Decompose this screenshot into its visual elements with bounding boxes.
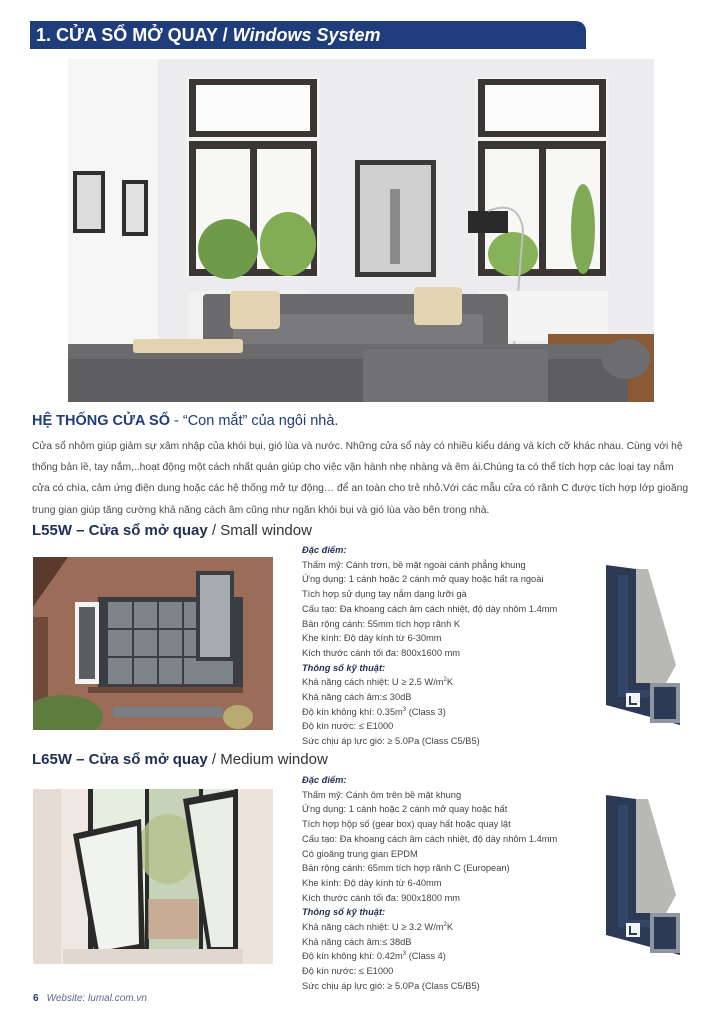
feature-item: Tích hợp hộp số (gear box) quay hất hoặc quay lật (302, 819, 511, 830)
intro-paragraph: Cửa sổ nhôm giúp giảm sự xâm nhập của khói bụi, gió lùa và nước. Những cửa sổ này có nhiều kiểu dáng và kích cỡ khác nhau. Cùng với hệ thống bản lề, tay nắm,..hoạt động một cách nhất quán giúp cho việc vận hành nhẹ nhàng và êm ái.Chúng ta có thể tích hợp các loại tay nắm cửa có chìa, cảm ứng điện dung hoặc các hệ thống mở tự động… để an toàn cho trẻ nhỏ.Với các mẫu cửa có rãnh C được tích hợp lớp gioăng trung gian giúp tăng cường khả năng cách âm cũng như ngăn khói bụi và gió lùa vào bên trong nhà. (32, 441, 689, 516)
feature-item: Kích thước cánh tối đa: 800x1600 mm (302, 647, 461, 658)
feature-item: Thẩm mỹ: Cánh ôm trên bề mặt khung (302, 789, 462, 800)
feature-item: Khe kính: Độ dày kính từ 6-30mm (302, 633, 442, 644)
spec-item: Độ kín không khí: $0.35m^3$ (Class 3) (302, 706, 446, 717)
spec-item: Độ kín nước: ≤ E1000 (302, 966, 394, 977)
spec-item: Khả năng cách nhiệt: U ≥ 3.2 $W/m^2K$ (302, 921, 454, 933)
feature-item: Bản rộng cánh: 55mm tích hợp rãnh K (302, 618, 461, 629)
feature-item: Cấu tạo: Đa khoang cách âm cách nhiệt, độ dày nhôm 1.4mm (302, 833, 558, 844)
spec-item: Khả năng cách âm:≤ 30dB (302, 692, 412, 703)
feature-item: Bản rộng cánh: 65mm tích hợp rãnh C (European) (302, 863, 510, 874)
product-specs-l55w (302, 543, 592, 749)
feature-item: Ứng dụng: 1 cánh hoặc 2 cánh mở quay hoặc hất (302, 804, 508, 815)
product-subtitle: / Medium window (207, 751, 328, 768)
section-title-italic: Windows System (232, 25, 381, 45)
profile-section-l55w-icon (598, 565, 688, 725)
features-heading: Đặc điểm: (302, 545, 347, 555)
hero-image-living-room (68, 59, 654, 402)
specs-heading: Thông số kỹ thuật: (302, 662, 386, 673)
section-title (36, 25, 381, 46)
page-number: 6 (33, 993, 39, 1004)
intro-heading-bold: HỆ THỐNG CỬA SỔ (32, 413, 170, 429)
profile-section-l65w-icon (598, 795, 688, 955)
spec-item: Khả năng cách nhiệt: U ≥ 2.5 $W/m^2K$ (302, 677, 454, 688)
product-specs-l65w (302, 773, 592, 994)
feature-item: Có gioăng trung gian EPDM (302, 848, 418, 859)
product-title-l65w (32, 751, 328, 768)
feature-item: Ứng dụng: 1 cánh hoặc 2 cánh mở quay hoặc hất ra ngoài (302, 574, 544, 585)
spec-item: Khả năng cách âm:≤ 38dB (302, 936, 412, 947)
spec-item: Sức chịu áp lực gió: ≥ 5.0Pa (Class C5/B5) (302, 736, 480, 747)
spec-item: Sức chịu áp lực gió: ≥ 5.0Pa (Class C5/B5) (302, 980, 480, 991)
website-link[interactable]: Website: lumal.com.vn (46, 993, 147, 1004)
intro-heading (32, 413, 338, 429)
feature-item: Thẩm mỹ: Cánh trơn, bề mặt ngoài cánh phẳng khung (302, 559, 526, 570)
section-title-main: 1. CỬA SỔ MỞ QUAY / (36, 25, 233, 45)
product-title-l55w (32, 522, 312, 539)
page-footer (33, 993, 147, 1004)
feature-item: Tích hợp sử dụng tay nắm dạng lưỡi gà (302, 589, 467, 600)
feature-item: Khe kính: Độ dày kính từ 6-40mm (302, 877, 442, 888)
product-code-title: L55W – Cửa sổ mở quay (32, 522, 208, 539)
product-photo-l65w (33, 789, 273, 964)
spec-item: Độ kín nước: ≤ E1000 (302, 721, 394, 732)
specs-heading: Thông số kỹ thuật: (302, 907, 386, 918)
product-subtitle: / Small window (207, 522, 312, 539)
intro-heading-rest: - “Con mắt” của ngôi nhà. (169, 413, 339, 429)
product-photo-l55w (33, 557, 273, 730)
spec-item: Độ kín không khí: $0.42m^3$ (Class 4) (302, 951, 446, 962)
feature-item: Cấu tạo: Đa khoang cách âm cách nhiệt, độ dày nhôm 1.4mm (302, 603, 558, 614)
features-heading: Đặc điểm: (302, 775, 347, 785)
feature-item: Kích thước cánh tối đa: 900x1800 mm (302, 892, 461, 903)
product-code-title: L65W – Cửa sổ mở quay (32, 751, 208, 768)
